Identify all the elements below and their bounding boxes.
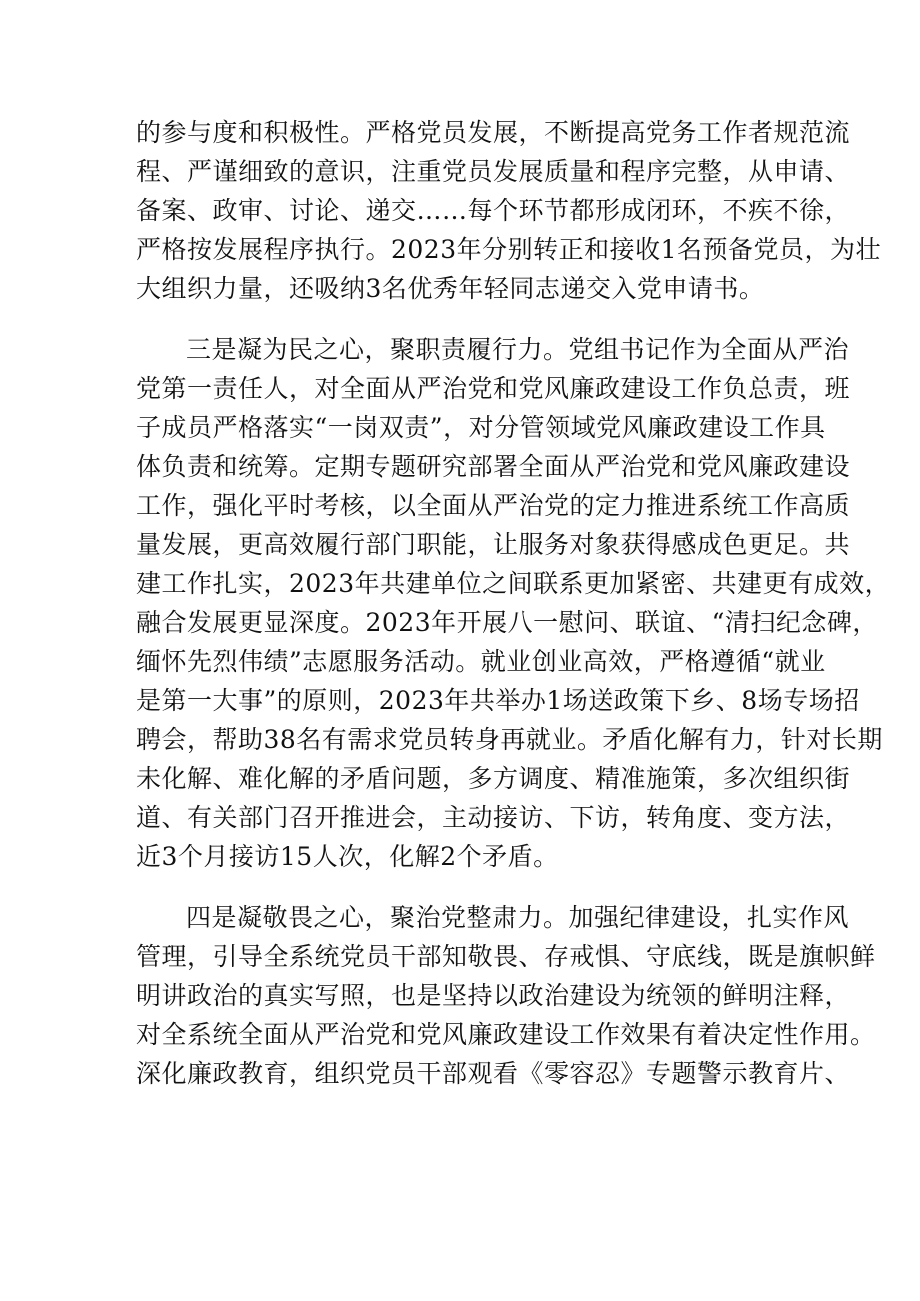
text-line: 三是凝为民之心，聚职责履行力。党组书记作为全面从严治	[186, 335, 850, 364]
text-line: 的参与度和积极性。严格党员发展，不断提高党务工作者规范流	[136, 118, 851, 147]
text-line: 近3个月接访15人次，化解2个矛盾。	[136, 842, 559, 871]
text-line: 管理，引导全系统党员干部知敬畏、存戒惧、守底线，既是旗帜鲜	[136, 942, 876, 971]
text-line: 四是凝敬畏之心，聚治党整肃力。加强纪律建设，扎实作风	[186, 903, 850, 932]
text-line: 融合发展更显深度。2023年开展八一慰问、联谊、“清扫纪念碑，	[136, 608, 878, 637]
text-line: 党第一责任人，对全面从严治党和党风廉政建设工作负总责，班	[136, 374, 851, 403]
text-line: 子成员严格落实“一岗双责”，对分管领域党风廉政建设工作具	[136, 413, 826, 442]
text-line: 明讲政治的真实写照，也是坚持以政治建设为统领的鲜明注释，	[136, 981, 851, 1010]
text-line: 严格按发展程序执行。2023年分别转正和接收1名预备党员，为壮	[136, 235, 882, 264]
text-line: 深化廉政教育，组织党员干部观看《零容忍》专题警示教育片、	[136, 1059, 851, 1088]
text-line: 未化解、难化解的矛盾问题，多方调度、精准施策，多次组织街	[136, 764, 851, 793]
text-line: 对全系统全面从严治党和党风廉政建设工作效果有着决定性作用。	[136, 1020, 876, 1049]
text-line: 建工作扎实，2023年共建单位之间联系更加紧密、共建更有成效，	[136, 569, 891, 598]
text-line: 体负责和统筹。定期专题研究部署全面从严治党和党风廉政建设	[136, 452, 851, 481]
text-line: 备案、政审、讨论、递交……每个环节都形成闭环，不疾不徐，	[136, 196, 851, 225]
text-line: 大组织力量，还吸纳3名优秀年轻同志递交入党申请书。	[136, 274, 765, 303]
text-line: 缅怀先烈伟绩”志愿服务活动。就业创业高效，严格遵循“就业	[136, 647, 826, 676]
text-line: 量发展，更高效履行部门职能，让服务对象获得感成色更足。共	[136, 530, 851, 559]
text-line: 程、严谨细致的意识，注重党员发展质量和程序完整，从申请、	[136, 157, 851, 186]
text-line: 是第一大事”的原则，2023年共举办1场送政策下乡、8场专场招	[136, 686, 860, 715]
text-line: 道、有关部门召开推进会，主动接访、下访，转角度、变方法，	[136, 803, 851, 832]
text-line: 工作，强化平时考核，以全面从严治党的定力推进系统工作高质	[136, 491, 851, 520]
text-line: 聘会，帮助38名有需求党员转身再就业。矛盾化解有力，针对长期	[136, 725, 883, 754]
